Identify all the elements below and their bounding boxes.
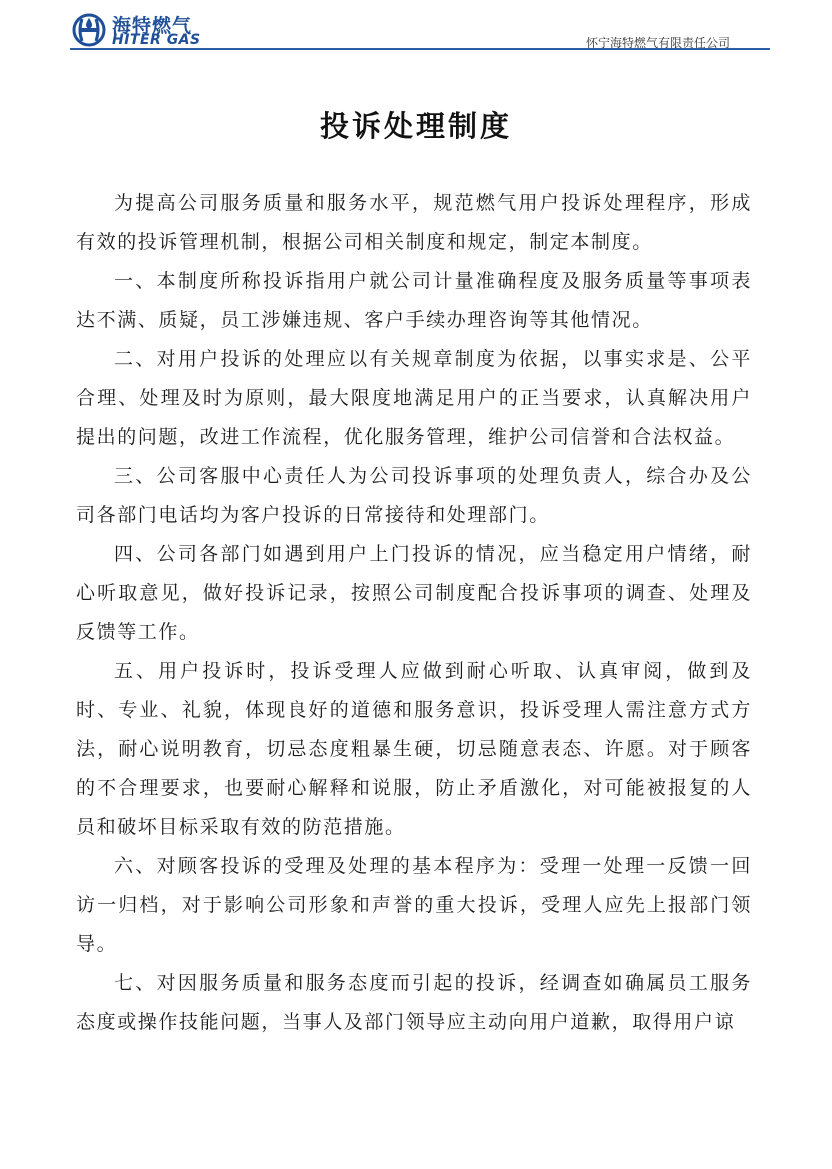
header-divider: [70, 48, 770, 50]
document-title: 投诉处理制度: [319, 109, 512, 143]
paragraph-article-6: 六、对顾客投诉的受理及处理的基本程序为：受理一处理一反馈一回访一归档，对于影响公司形象和声誉的重大投诉，受理人应先上报部门领导。: [76, 855, 752, 955]
paragraph-article-1: 一、本制度所称投诉指用户就公司计量准确程度及服务质量等事项表达不满、质疑，员工涉嫌违规、客户手续办理咨询等其他情况。: [76, 270, 752, 331]
paragraph-article-7: 七、对因服务质量和服务态度而引起的投诉，经调查如确属员工服务态度或操作技能问题，当事人及部门领导应主动向用户道歉，取得用户谅: [76, 972, 752, 1033]
paragraph-article-5: 五、用户投诉时，投诉受理人应做到耐心听取、认真审阅，做到及时、专业、礼貌，体现良好的道德和服务意识，投诉受理人需注意方式方法，耐心说明教育，切忌态度粗暴生硬，切忌随意表态、许愿。对于顾客的不合理要求，也要耐心解释和说服，防止矛盾激化，对可能被报复的人员和破坏目标采取有效的防范措施。: [76, 660, 752, 838]
document-body: [76, 184, 752, 1042]
company-logo: [70, 10, 260, 50]
paragraph-article-4: 四、公司各部门如遇到用户上门投诉的情况，应当稳定用户情绪，耐心听取意见，做好投诉记录，按照公司制度配合投诉事项的调查、处理及反馈等工作。: [76, 543, 752, 643]
paragraph-intro: 为提高公司服务质量和服务水平，规范燃气用户投诉处理程序，形成有效的投诉管理机制，根据公司相关制度和规定，制定本制度。: [76, 192, 752, 253]
company-name: 怀宁海特燃气有限责任公司: [585, 36, 730, 50]
paragraph-article-2: 二、对用户投诉的处理应以有关规章制度为依据，以事实求是、公平合理、处理及时为原则，最大限度地满足用户的正当要求，认真解决用户提出的问题，改进工作流程，优化服务管理，维护公司信誉和合法权益。: [76, 348, 752, 448]
logo-chinese-name: 海特燃气: [112, 15, 193, 37]
hiter-gas-logo-icon: [70, 13, 108, 47]
logo-english-name: HITER GAS: [112, 32, 201, 48]
letterhead: [70, 10, 770, 52]
paragraph-article-3: 三、公司客服中心责任人为公司投诉事项的处理负责人，综合办及公司各部门电话均为客户投诉的日常接待和处理部门。: [76, 465, 752, 526]
